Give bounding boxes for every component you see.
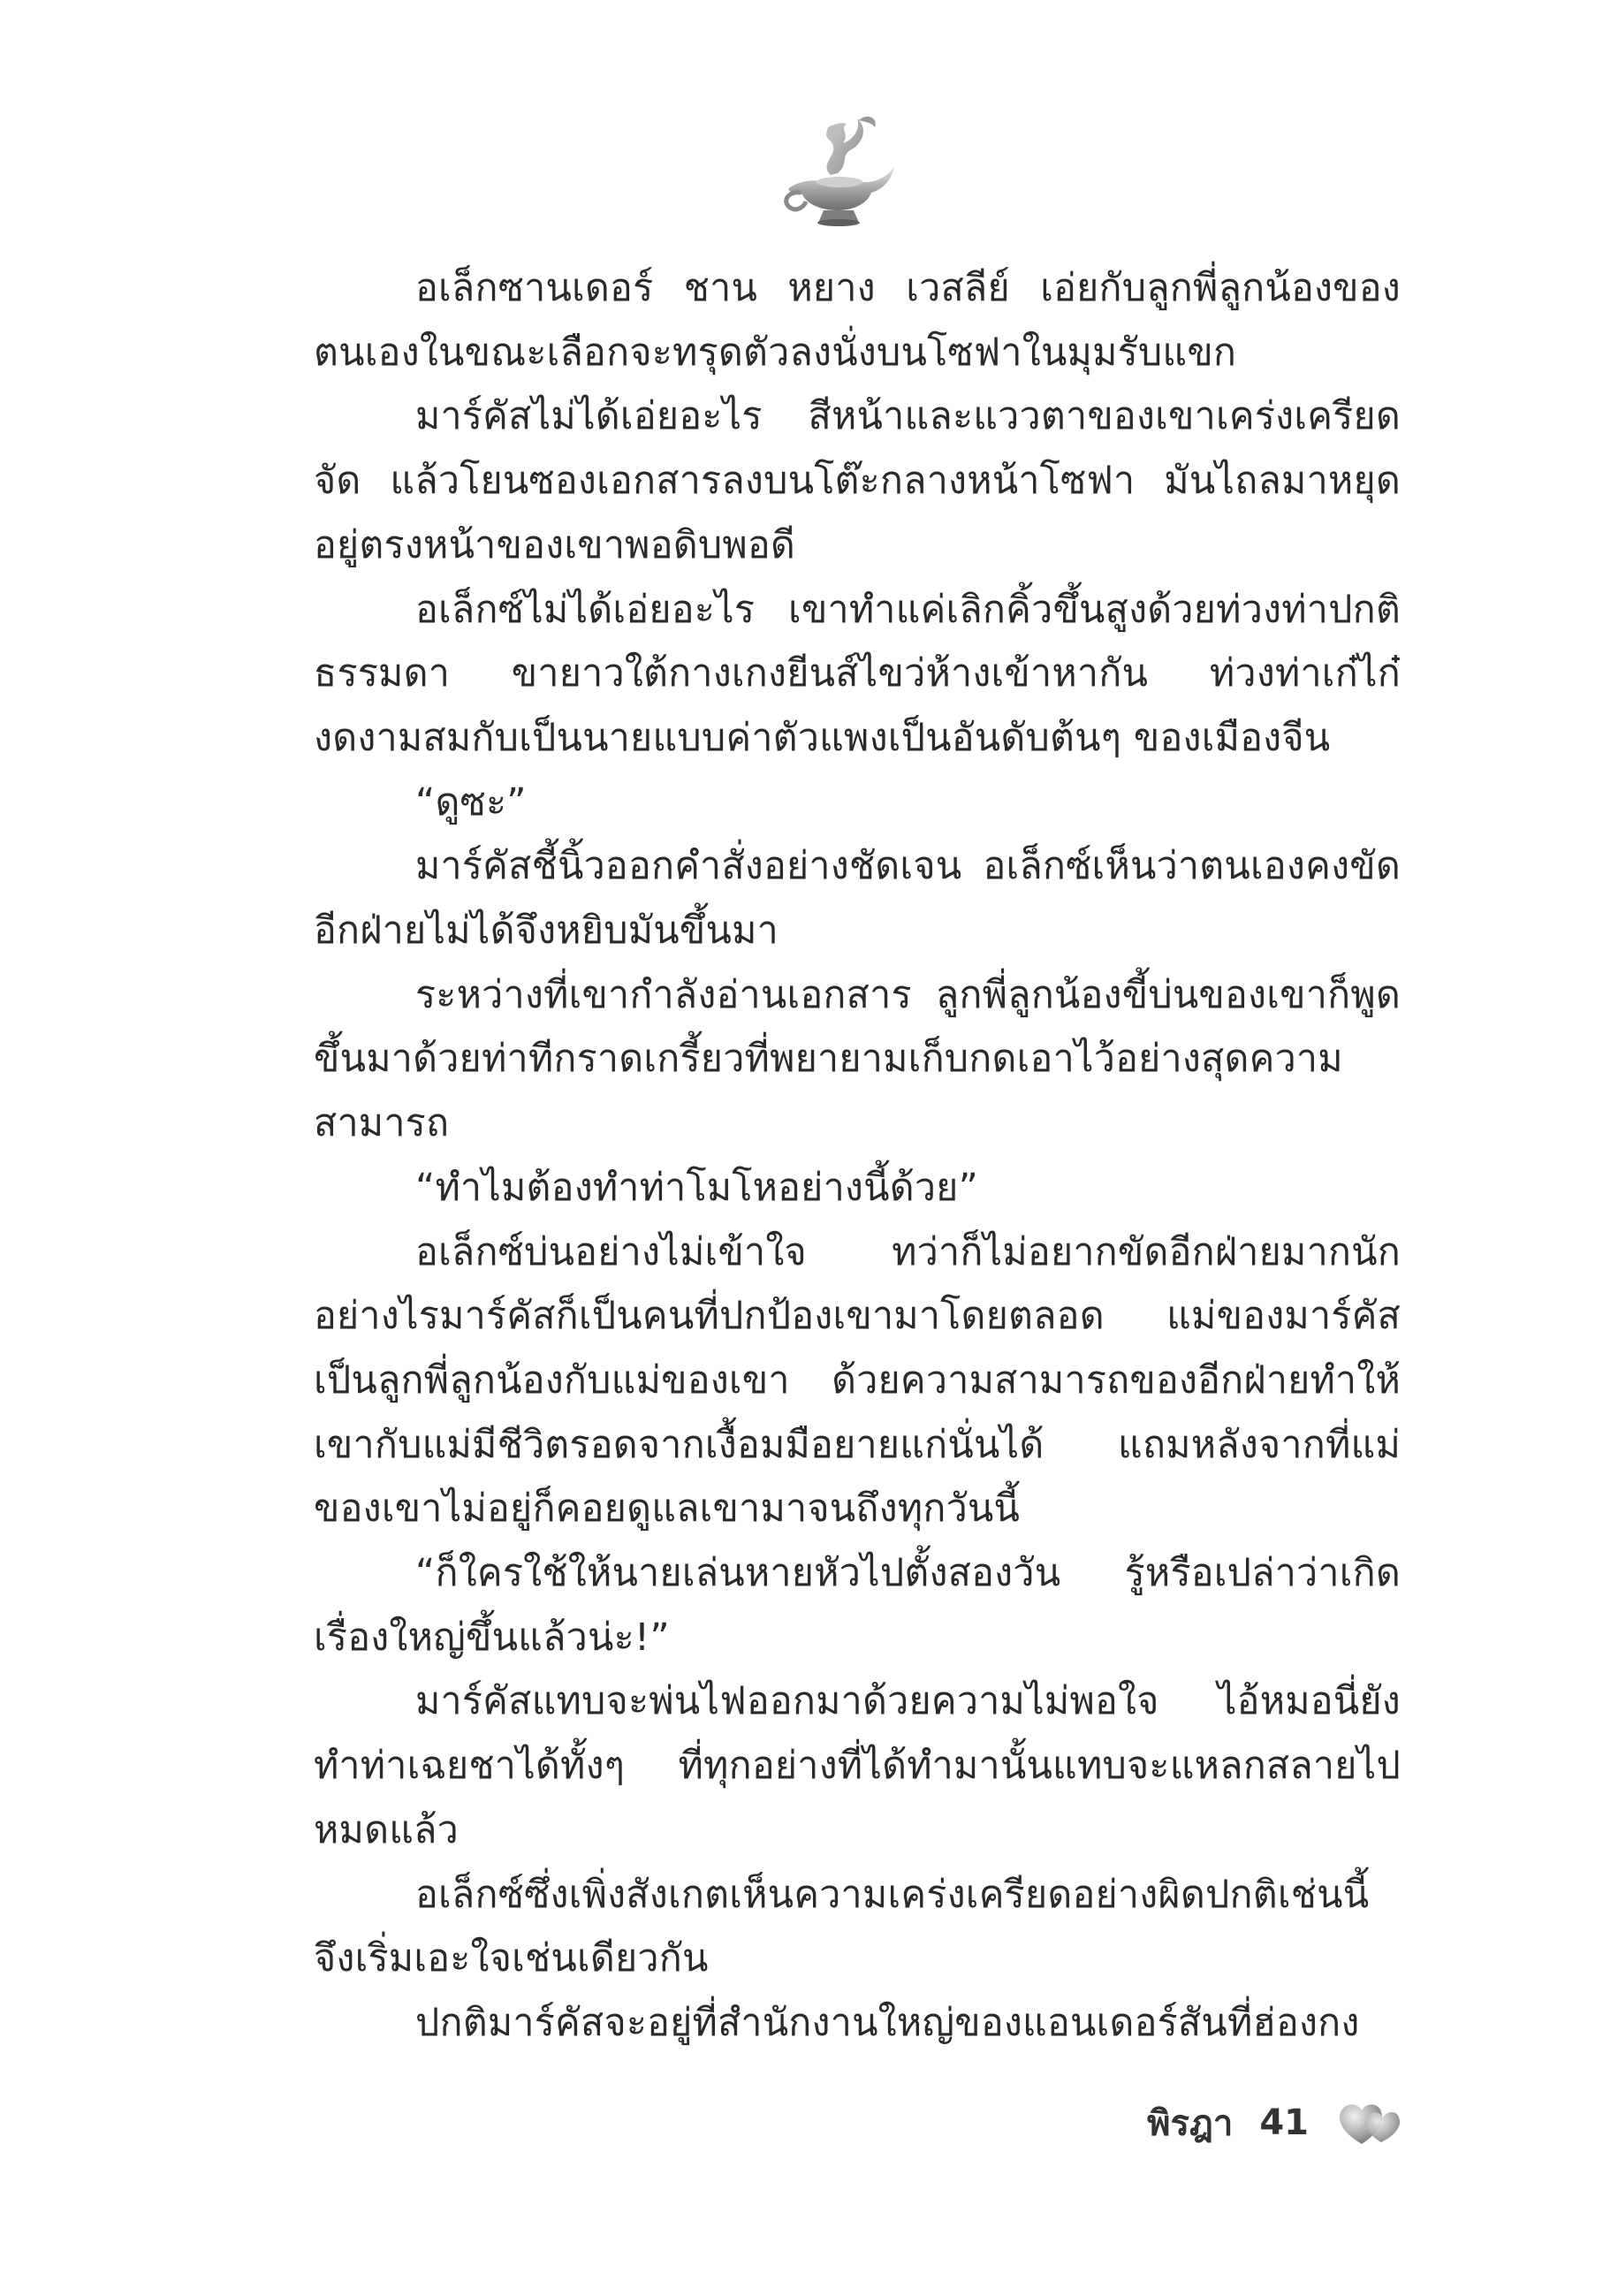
paragraph: “ดูซะ” [415,779,527,825]
paragraph: ปกติมาร์คัสจะอยู่ที่สำนักงานใหญ่ของแอนเดอร์สันที่ฮ่องกง [415,2000,1360,2045]
paragraph: มาร์คัสชี้นิ้วออกคำสั่งอย่างชัดเจน อเล็กซ์เห็นว่าตนเองคงขัดอีกฝ่ายไม่ได้จึงหยิบมันขึ้นมา [314,844,1401,954]
paragraph: มาร์คัสแทบจะพ่นไฟออกมาด้วยความไม่พอใจ ไอ้หมอนี่ยังทำท่าเฉยชาได้ทั้งๆ ที่ทุกอย่างที่ได้ทำมานั้นแทบจะแหลกสลายไปหมดแล้ว [314,1679,1401,1852]
genie-lamp-icon [769,104,901,237]
page-number: 41 [1259,2102,1309,2143]
body-text [314,256,1401,2056]
author-name: พิรฎา [1147,2103,1234,2144]
paragraph: “ทำไมต้องทำท่าโมโหอย่างนี้ด้วย” [415,1165,979,1210]
paragraph: “ก็ใครใช้ให้นายเล่นหายหัวไปตั้งสองวัน รู้หรือเปล่าว่าเกิดเรื่องใหญ่ขึ้นแล้วน่ะ!” [314,1551,1401,1660]
paragraph: อเล็กซานเดอร์ ชาน หยาง เวสลีย์ เอ่ยกับลูกพี่ลูกน้องของตนเองในขณะเลือกจะทรุดตัวลงนั่งบนโซฟาในมุมรับแขก [314,266,1401,375]
paragraph: อเล็กซ์ซึ่งเพิ่งสังเกตเห็นความเคร่งเครียดอย่างผิดปกติเช่นนี้จึงเริ่มเอะใจเช่นเดียวกัน [314,1872,1370,1981]
paragraph: ระหว่างที่เขากำลังอ่านเอกสาร ลูกพี่ลูกน้องขี้บ่นของเขาก็พูดขึ้นมาด้วยท่าทีกราดเกรี้ยวที่พยายามเก็บกดเอาไว้อย่างสุดความสามารถ [314,972,1401,1146]
page-footer [1147,2095,1406,2151]
hearts-icon [1335,2096,1406,2149]
paragraph: มาร์คัสไม่ได้เอ่ยอะไร สีหน้าและแววตาของเขาเคร่งเครียดจัด แล้วโยนซองเอกสารลงบนโต๊ะกลางหน้าโซฟา มันไถลมาหยุดอยู่ตรงหน้าของเขาพอดิบพอดี [314,394,1401,567]
paragraph: อเล็กซ์ไม่ได้เอ่ยอะไร เขาทำแค่เลิกคิ้วขึ้นสูงด้วยท่วงท่าปกติธรรมดา ขายาวใต้กางเกงยีนส์ไขว่ห้างเข้าหากัน ท่วงท่าเก๋ไก๋งดงามสมกับเป็นนายแบบค่าตัวแพงเป็นอันดับต้นๆ ของเมืองจีน [314,587,1401,760]
paragraph: อเล็กซ์บ่นอย่างไม่เข้าใจ ทว่าก็ไม่อยากขัดอีกฝ่ายมากนัก อย่างไรมาร์คัสก็เป็นคนที่ปกป้องเขามาโดยตลอด แม่ของมาร์คัสเป็นลูกพี่ลูกน้องกับแม่ของเขา ด้วยความสามารถของอีกฝ่ายทำให้เขากับแม่มีชีวิตรอดจากเงื้อมมือยายแก่นั่นได้ แถมหลังจากที่แม่ของเขาไม่อยู่ก็คอยดูแลเขามาจนถึงทุกวันนี้ [314,1229,1401,1532]
